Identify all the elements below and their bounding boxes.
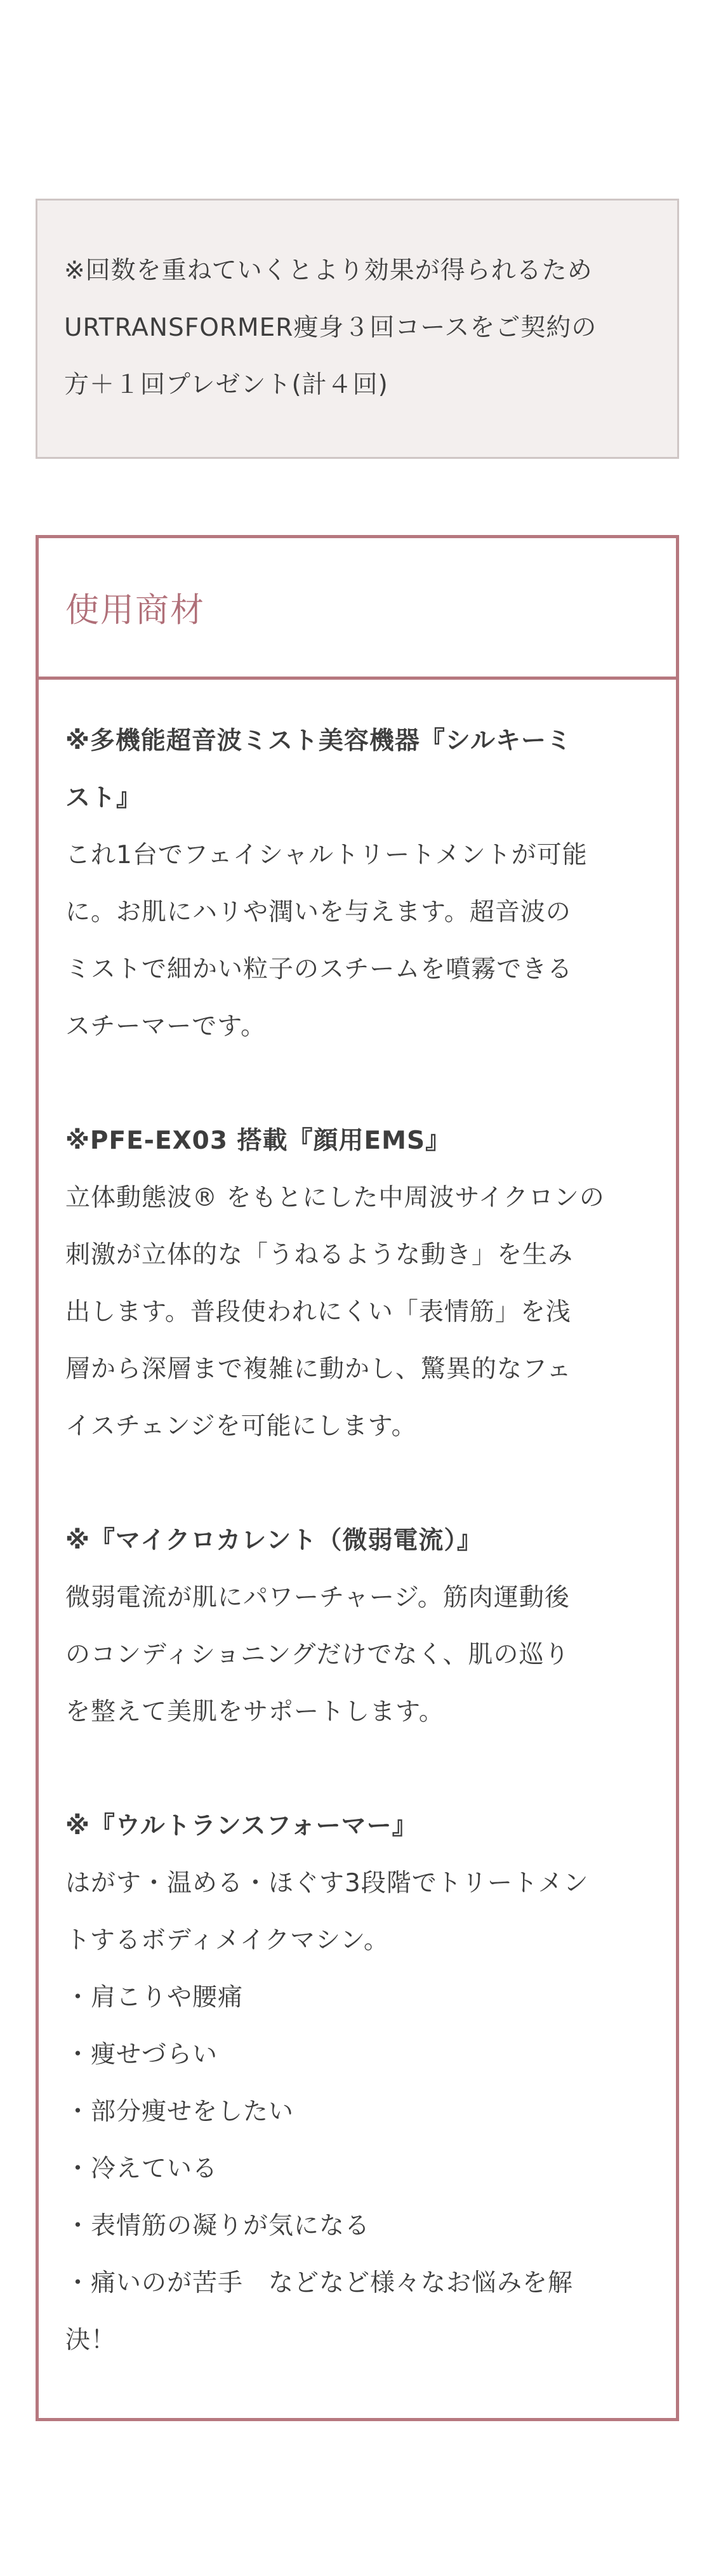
product-description: 層から深層まで複雑に動かし、驚異的なフェ (65, 1355, 572, 1384)
product-description: これ1台でフェイシャルトリートメントが可能 (65, 841, 588, 869)
concern-list-item: 決！ (65, 2326, 117, 2355)
product-description: イスチェンジを可能にします。 (65, 1412, 417, 1441)
product-description: に。お肌にハリや潤いを与えます。超音波の (65, 898, 571, 927)
product-description: トするボディメイクマシン。 (65, 1926, 390, 1955)
note-line: 方＋１回プレゼント(計４回) (64, 371, 388, 399)
product-description: 刺激が立体的な「うねるような動き」を生み (65, 1241, 574, 1269)
concern-list-item: ・表情筋の凝りが気になる (65, 2212, 371, 2240)
product-heading: スト』 (65, 784, 142, 812)
product-description: を整えて美肌をサポートします。 (65, 1698, 444, 1726)
concern-list-item: ・痩せづらい (65, 2040, 218, 2069)
campaign-note-box (36, 199, 679, 459)
product-description: はがす・温める・ほぐす3段階でトリートメン (65, 1869, 589, 1898)
concern-list-item: ・冷えている (65, 2155, 218, 2183)
note-line: ※回数を重ねていくとより効果が得られるため (64, 256, 593, 285)
product-description: のコンディショニングだけでなく、肌の巡り (65, 1641, 570, 1669)
product-description: 微弱電流が肌にパワーチャージ。筋肉運動後 (65, 1583, 570, 1612)
note-line: URTRANSFORMER痩身３回コースをご契約の (64, 314, 597, 342)
product-heading: ※多機能超音波ミスト美容機器『シルキーミ (65, 727, 572, 755)
product-heading: ※『ウルトランスフォーマー』 (65, 1812, 418, 1840)
concern-list-item: ・部分痩せをしたい (65, 2097, 294, 2126)
product-item-face-ems (65, 1113, 676, 1455)
product-heading: ※PFE-EX03 搭載『顔用EMS』 (65, 1126, 451, 1155)
product-description: 出します。普段使われにくい「表情筋」を浅 (65, 1298, 571, 1326)
product-description: ミストで細かい粒子のスチームを噴霧できる (65, 955, 573, 984)
product-description: スチーマーです。 (65, 1012, 267, 1041)
product-heading: ※『マイクロカレント（微弱電流）』 (65, 1526, 482, 1555)
product-item-microcurrent (65, 1512, 676, 1741)
products-list (39, 680, 676, 2369)
products-header (39, 538, 676, 680)
products-section (36, 535, 679, 2421)
concern-list-item: ・肩こりや腰痛 (65, 1983, 244, 2012)
concern-list-item: ・痛いのが苦手 などなど様々なお悩みを解 (65, 2269, 574, 2297)
product-item-ultransformer (65, 1798, 676, 2369)
product-item-silky-mist (65, 713, 676, 1055)
product-description: 立体動態波® をもとにした中周波サイクロンの (65, 1184, 605, 1212)
products-title: 使用商材 (65, 591, 205, 630)
